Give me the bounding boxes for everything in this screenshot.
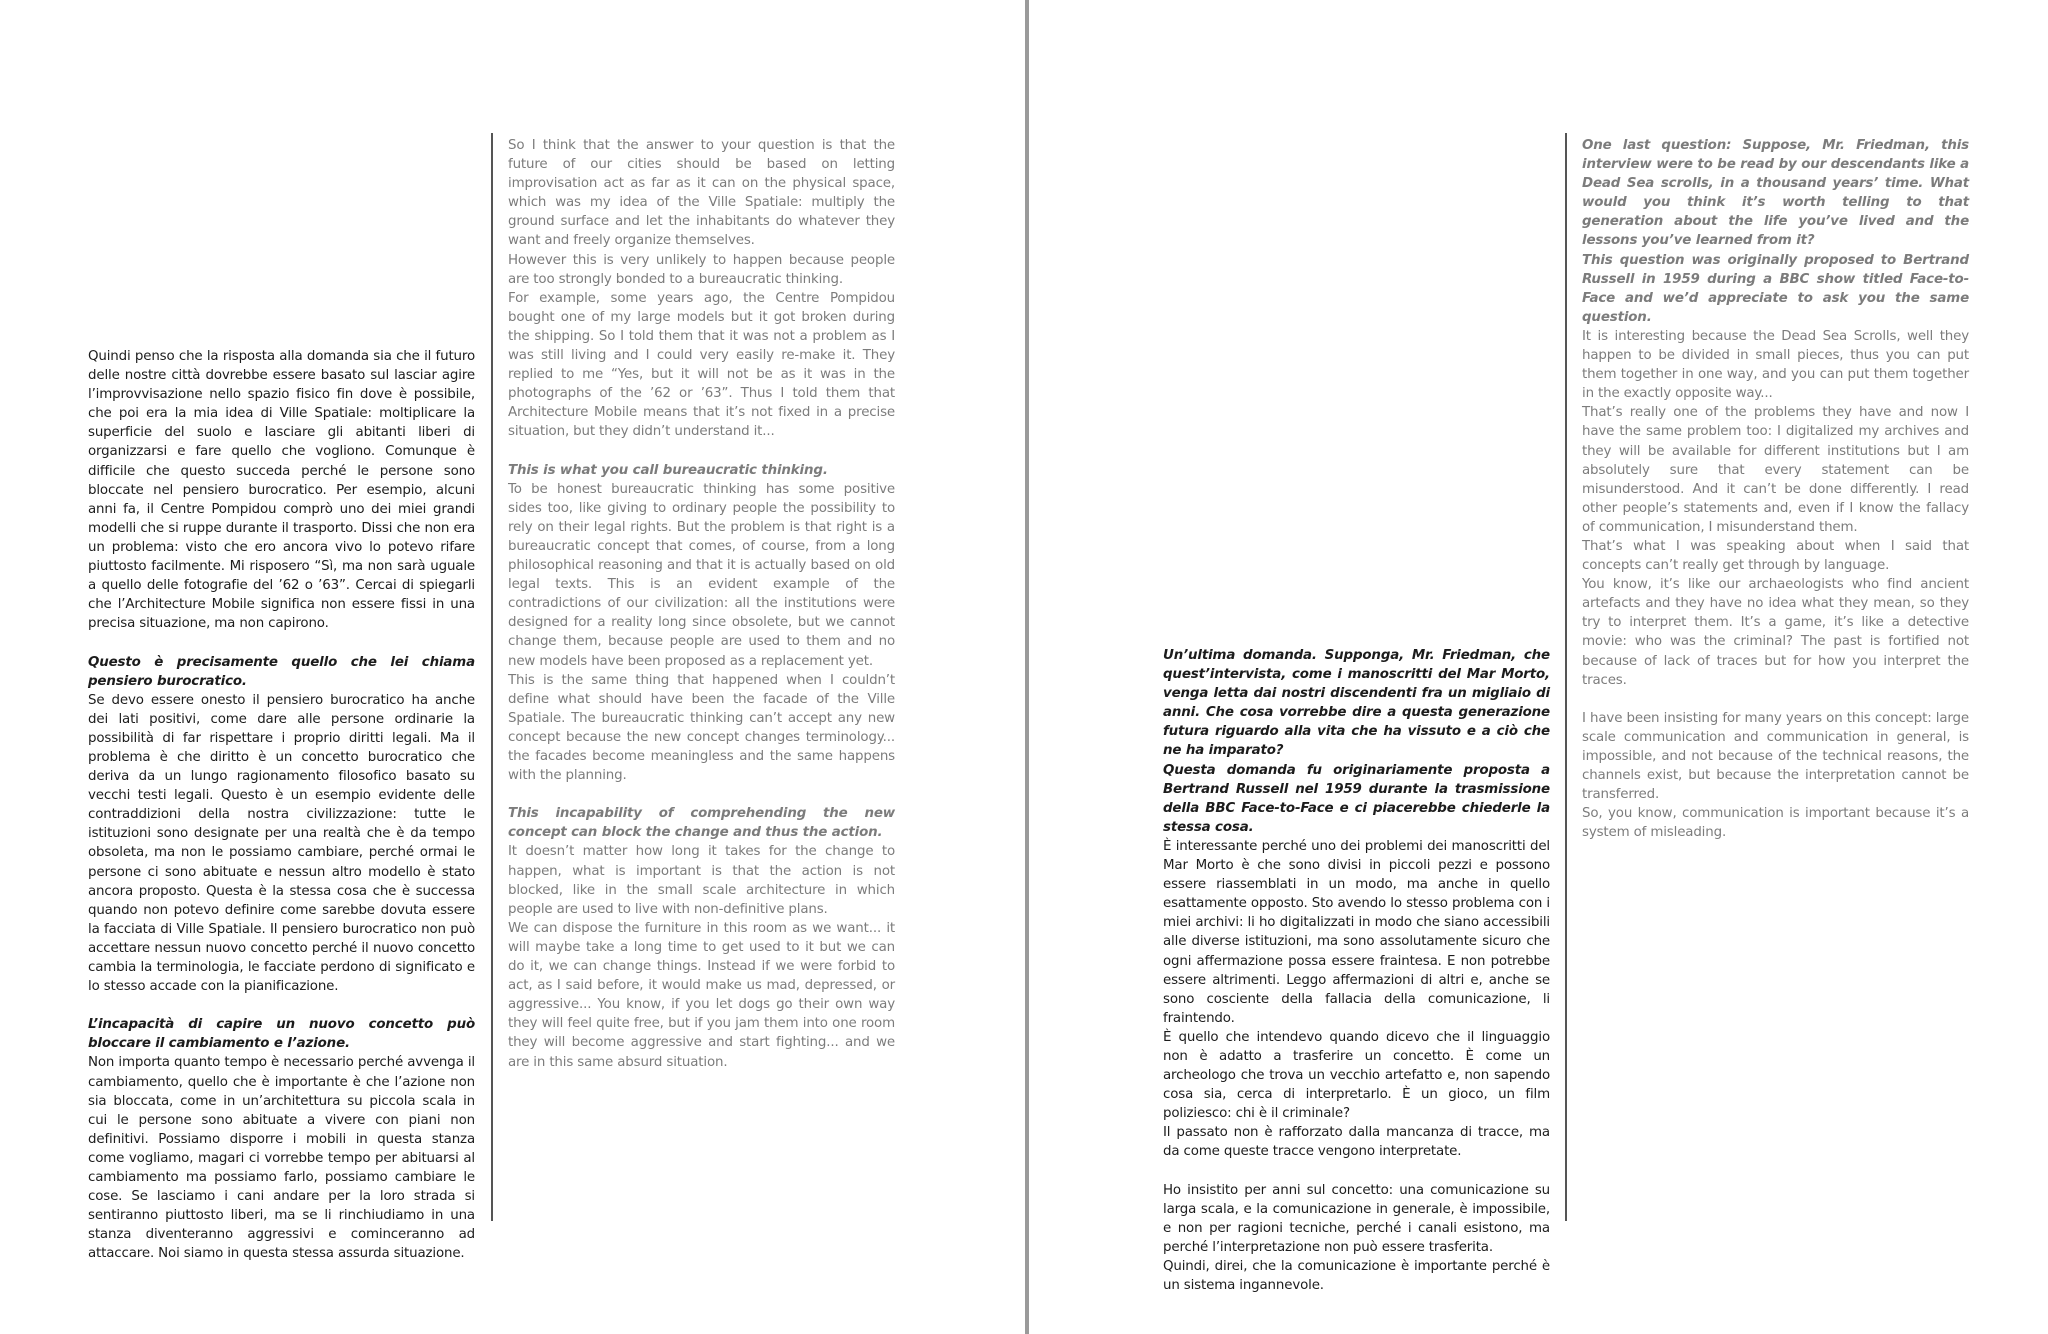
spread-divider	[1025, 0, 1029, 1334]
right-page-column-rule	[1565, 133, 1567, 1221]
interview-answer: Non importa quanto tempo è necessario perché avvenga il cambiamento, quello che è importante è che l’azione non sia bloccata, come in un’architettura su piccola scala in cui le persone sono abituate a vivere con piani non definitivi. Possiamo disporre i mobili in questa stanza come vogliamo, magari ci vorrebbe tempo per abituarsi al cambiamento ma possiamo farlo, possiamo cambiare le cose. Se lasciamo i cani andare per la loro strada si sentiranno piuttosto liberi, ma se li rinchiudiamo in una stanza diventeranno aggressivi e cominceranno ad attaccare. Noi siamo in questa stessa assurda situazione.	[88, 1055, 475, 1262]
interview-answer: It is interesting because the Dead Sea Scrolls, well they happen to be divided in small pieces, thus you can put them together in one way, and you can put them together in the exactly opposite way...	[1582, 328, 1969, 402]
interview-answer: È interessante perché uno dei problemi dei manoscritti del Mar Morto è che sono divisi in piccoli pezzi e possono essere riassemblati in un modo, ma anche in quello esattamente opposto. Sto avendo lo stesso problema con i miei archivi: li ho digitalizzati in modo che siano accessibili alle diverse istituzioni, ma sono assolutamente sicuro che ogni affermazione possa essere fraintesa. E non potrebbe essere altrimenti. Leggo affermazioni di altri e, anche se sono cosciente della fallacia della comunicazione, li fraintendo.	[1163, 838, 1550, 1026]
interview-answer: I have been insisting for many years on this concept: large scale communication and communication in general, is impossible, and not because of the technical reasons, the channels exist, but because the interpretation cannot be transferred.	[1582, 710, 1969, 803]
interview-question: Questa domanda fu originariamente proposta a Bertrand Russell nel 1959 durante la trasmissione della BBC Face-to-Face e ci piacerebbe chiederle la stessa cosa.	[1163, 762, 1550, 835]
right-page-italian-column	[1163, 646, 1550, 1295]
interview-question: This question was originally proposed to Bertrand Russell in 1959 during a BBC show titled Face-to-Face and we’d appreciate to ask you the same question.	[1582, 252, 1969, 325]
interview-answer: Se devo essere onesto il pensiero burocratico ha anche dei lati positivi, come dare alle persone ordinarie la possibilità di far rispettare i proprio diritti legali. Ma il problema è che diritto è un concetto burocratico che deriva da un lungo ragionamento filosofico basato su vecchi testi legali. Questo è un esempio evidente delle contraddizioni della nostra civilizzazione: tutte le istituzioni sono designate per una realtà che è da tempo obsoleta, ma non le possiamo cambiare, perché ormai le persone ci sono abituate e nessun altro modello è stato ancora proposto. Questa è la stessa cosa che è successa quando non potevo definire come sarebbe dovuta essere la facciata di Ville Spatiale. Il pensiero burocratico non può accettare nessun nuovo concetto perché il nuovo concetto cambia la terminologia, le facciate perdono di significato e lo stesso accade con la pianificazione.	[88, 692, 475, 995]
interview-answer: That’s really one of the problems they have and now I have the same problem too: I digitalized my archives and they will be available for different institutions but I am absolutely sure that every statement can be misunderstood. And it can’t be done differently. I read other people’s statements and, even if I know the fallacy of communication, I misunderstand them.	[1582, 405, 1969, 535]
interview-answer: So I think that the answer to your question is that the future of our cities should be based on letting improvisation act as far as it can on the physical space, which was my idea of the Ville Spatiale: multiply the ground surface and let the inhabitants do whatever they want and freely organize themselves.	[508, 138, 895, 249]
interview-question: Un’ultima domanda. Supponga, Mr. Friedman, che quest’intervista, come i manoscritti del Mar Morto, venga letta dai nostri discendenti fra un migliaio di anni. Che cosa vorrebbe dire a questa generazione futura riguardo alla vita che ha vissuto e a ciò che ne ha imparato?	[1163, 648, 1550, 759]
interview-answer: That’s what I was speaking about when I said that concepts can’t really get through by language.	[1582, 538, 1969, 574]
interview-answer: Il passato non è rafforzato dalla mancanza di tracce, ma da come queste tracce vengono interpretate.	[1163, 1125, 1550, 1160]
interview-answer: It doesn’t matter how long it takes for the change to happen, what is important is that the action is not blocked, like in the small scale architecture in which people are used to live with non-definitive plans.	[508, 844, 895, 917]
interview-question: Questo è precisamente quello che lei chiama pensiero burocratico.	[88, 654, 475, 689]
interview-question: This is what you call bureaucratic thinking.	[508, 462, 828, 478]
interview-question: This incapability of comprehending the new concept can block the change and thus the action.	[508, 806, 895, 841]
interview-answer: We can dispose the furniture in this room as we want... it will maybe take a long time to get used to it but we can do it, we can change things. Instead if we were forbid to act, as I said before, it would make us mad, depressed, or aggressive... You know, if you let dogs go their own way they will feel quite free, but if you jam them into one room they will become aggressive and start fighting... and we are in this same absurd situation.	[508, 920, 895, 1070]
interview-answer: È quello che intendevo quando dicevo che il linguaggio non è adatto a trasferire un concetto. È come un archeologo che trova un vecchio artefatto e, non sapendo cosa sia, cerca di interpretarlo. È un gioco, un film poliziesco: chi è il criminale?	[1163, 1029, 1550, 1122]
interview-question: L’incapacità di capire un nuovo concetto può bloccare il cambiamento e l’azione.	[88, 1017, 475, 1052]
left-page-english-column	[508, 136, 895, 1072]
interview-answer: Ho insistito per anni sul concetto: una comunicazione su larga scala, e la comunicazione in generale, è impossibile, e non per ragioni tecniche, perché i canali esistono, ma perché l’interpretazione non può essere trasferita.	[1163, 1182, 1550, 1255]
interview-answer: To be honest bureaucratic thinking has some positive sides too, like giving to ordinary people the possibility to rely on their legal rights. But the problem is that right is a bureaucratic concept that comes, of course, from a long philosophical reasoning and that it is actually based on old legal texts. This is an evident example of the contradictions of our civilization: all the institutions were designed for a reality long since obsolete, but we cannot change them, because people are used to them and no new models have been proposed as a replacement yet.	[508, 481, 895, 669]
interview-answer: So, you know, communication is important because it’s a system of misleading.	[1582, 806, 1969, 841]
interview-answer: For example, some years ago, the Centre Pompidou bought one of my large models but it got broken during the shipping. So I told them that it was not a problem as I was still living and I could very easily re-make it. They replied to me “Yes, but it will not be as it was in the photographs of the ’62 or ’63”. Thus I told them that Architecture Mobile means that it’s not fixed in a precise situation, but they didn’t understand it...	[508, 290, 895, 440]
interview-answer: Quindi, direi, che la comunicazione è importante perché è un sistema ingannevole.	[1163, 1259, 1550, 1294]
interview-answer: However this is very unlikely to happen because people are too strongly bonded to a bureaucratic thinking.	[508, 252, 895, 287]
left-page-column-rule	[491, 133, 493, 1221]
right-page-english-column	[1582, 136, 1969, 842]
interview-answer: This is the same thing that happened when I couldn’t define what should have been the facade of the Ville Spatiale. The bureaucratic thinking can’t accept any new concept because the new concept changes terminology... the facades become meaningless and the same happens with the planning.	[508, 672, 895, 784]
left-page-italian-column	[88, 347, 475, 1264]
interview-question: One last question: Suppose, Mr. Friedman, this interview were to be read by our descendants like a Dead Sea scrolls, in a thousand years’ time. What would you think it’s worth telling to that generation about the life you’ve lived and the lessons you’ve learned from it?	[1582, 138, 1969, 249]
interview-answer: Quindi penso che la risposta alla domanda sia che il futuro delle nostre città dovrebbe essere basato sul lasciar agire l’improvvisazione nello spazio fisico fin dove è possibile, che poi era la mia idea di Ville Spatiale: moltiplicare la superficie del suolo e lasciare gli abitanti liberi di organizzarsi e fare quello che vogliono. Comunque è difficile che questo succeda perché le persone sono bloccate nel pensiero burocratico. Per esempio, alcuni anni fa, il Centre Pompidou comprò uno dei miei grandi modelli che si ruppe durante il trasporto. Dissi che non era un problema: visto che ero ancora vivo lo potevo rifare piuttosto facilmente. Mi risposero “Sì, ma non sarà uguale a quello delle fotografie del ’62 o ’63”. Cercai di spiegarli che l’Architecture Mobile significa non essere fissi in una precisa situazione, ma non capirono.	[88, 349, 475, 632]
interview-answer: You know, it’s like our archaeologists who find ancient artefacts and they have no idea what they mean, so they try to interpret them. It’s a game, it’s like a detective movie: who was the criminal? The past is fortified not because of lack of traces but for how you interpret the traces.	[1582, 577, 1969, 688]
